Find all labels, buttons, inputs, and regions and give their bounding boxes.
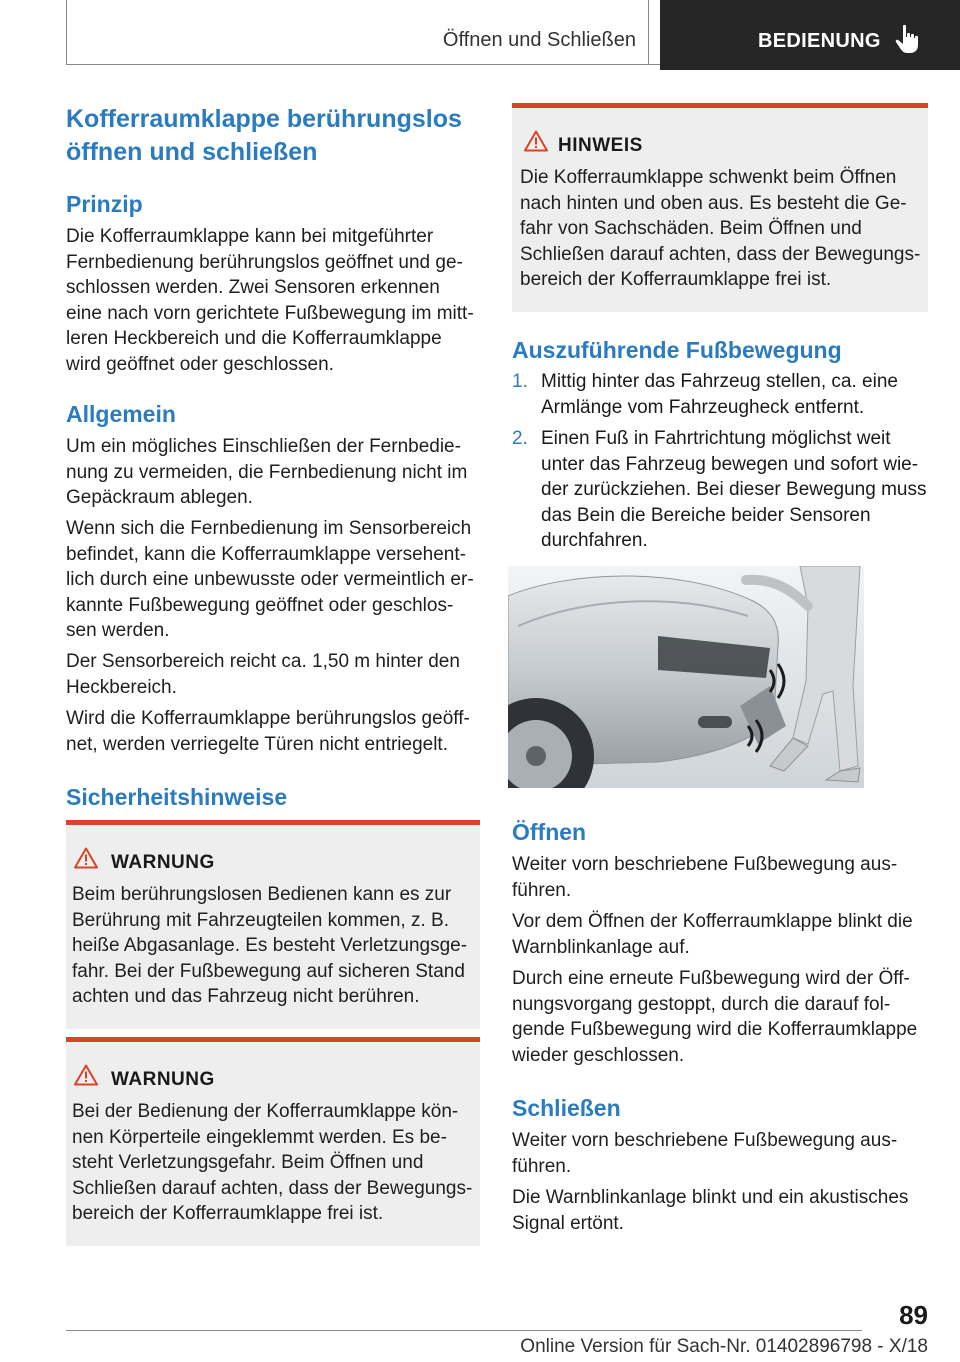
illustration-kick-sensor bbox=[508, 566, 864, 788]
paragraph-schliessen-2 bbox=[512, 1185, 928, 1236]
notice-title: HINWEIS bbox=[558, 135, 643, 156]
warning-text bbox=[72, 1099, 476, 1227]
paragraph-allgemein-3 bbox=[66, 649, 480, 700]
paragraph-allgemein-1 bbox=[66, 434, 480, 511]
warning-triangle-icon bbox=[524, 130, 548, 152]
text-line: Warnblinkanlage auf. bbox=[512, 936, 690, 958]
text-line: Weiter vorn beschriebene Fußbewegung aus- bbox=[512, 1130, 898, 1151]
text-line: gende Fußbewegung wird die Kofferraumklappe bbox=[512, 1019, 918, 1040]
text-line: Berührung mit Fahrzeugteilen kommen, z. B. bbox=[72, 909, 450, 931]
heading-oeffnen: Öffnen bbox=[512, 819, 587, 845]
warning-triangle-icon bbox=[74, 1064, 98, 1086]
text-line: Signal ertönt. bbox=[512, 1212, 624, 1234]
text-line: Fernbedienung berührungslos geöffnet und ge- bbox=[66, 251, 463, 273]
text-line: nungsvorgang gestoppt, durch die darauf fol- bbox=[512, 993, 891, 1015]
step-text bbox=[541, 369, 931, 420]
text-line: Durch eine erneute Fußbewegung wird der Öff- bbox=[512, 968, 910, 989]
text-line: net, werden verriegelte Türen nicht entriegelt. bbox=[66, 733, 448, 755]
step-number: 1. bbox=[512, 371, 528, 392]
text-line: nung zu vermeiden, die Fernbedienung nicht im bbox=[66, 461, 468, 483]
text-line: fahr von Sachschäden. Beim Öffnen und bbox=[520, 218, 862, 239]
header-underline bbox=[66, 64, 660, 65]
warning-box-2 bbox=[66, 1037, 480, 1246]
text-line: Die Kofferraumklappe kann bei mitgeführter bbox=[66, 226, 434, 247]
text-line: Die Warnblinkanlage blinkt und ein akustisches bbox=[512, 1187, 909, 1208]
header-chapter-tab[interactable] bbox=[660, 0, 960, 70]
text-line: Beim berührungslosen Bedienen kann es zur bbox=[72, 884, 452, 905]
warning-title: WARNUNG bbox=[111, 1069, 215, 1090]
footer-divider bbox=[66, 1330, 862, 1331]
heading-fussbewegung: Auszuführende Fußbewegung bbox=[512, 337, 842, 363]
paragraph-allgemein-2 bbox=[66, 516, 480, 644]
paragraph-prinzip bbox=[66, 224, 480, 377]
pointing-hand-icon bbox=[894, 24, 920, 54]
car-rear-foot-illustration bbox=[508, 566, 864, 788]
text-line: Bei der Bedienung der Kofferraumklappe kön- bbox=[72, 1101, 459, 1122]
text-line: heiße Abgasanlage. Es besteht Verletzungsge- bbox=[72, 935, 468, 956]
header-section-title: Öffnen und Schließen bbox=[442, 29, 636, 51]
text-line: achten und das Fahrzeug nicht berühren. bbox=[72, 986, 420, 1007]
text-line: bereich der Kofferraumklappe frei ist. bbox=[72, 1203, 384, 1224]
text-line: das Bein die Bereiche beider Sensoren bbox=[541, 504, 871, 526]
text-line: Weiter vorn beschriebene Fußbewegung aus- bbox=[512, 854, 898, 875]
text-line: kannte Fußbewegung geöffnet oder geschlos- bbox=[66, 594, 454, 616]
warning-box-1 bbox=[66, 820, 480, 1029]
notice-text bbox=[520, 165, 924, 293]
warning-text bbox=[72, 882, 476, 1010]
text-line: Vor dem Öffnen der Kofferraumklappe blinkt die bbox=[512, 911, 913, 932]
text-line: Schließen darauf achten, dass der Bewegungs- bbox=[520, 243, 921, 265]
page-number: 89 bbox=[899, 1300, 928, 1330]
text-line: unter das Fahrzeug bewegen und sofort wie- bbox=[541, 453, 919, 475]
text-line: Mittig hinter das Fahrzeug stellen, ca. eine bbox=[541, 371, 898, 392]
heading-prinzip: Prinzip bbox=[66, 191, 143, 217]
text-line: Armlänge vom Fahrzeugheck entfernt. bbox=[541, 396, 865, 418]
warning-triangle-icon bbox=[74, 847, 98, 869]
footer-online-version: Online Version für Sach-Nr. 01402896798 - X/18 bbox=[520, 1336, 928, 1357]
text-line: Wenn sich die Fernbedienung im Sensorbereich bbox=[66, 518, 472, 539]
text-line: wieder geschlossen. bbox=[512, 1044, 685, 1066]
text-line: der zurückziehen. Bei dieser Bewegung muss bbox=[541, 479, 927, 500]
text-line: Wird die Kofferraumklappe berührungslos geöff- bbox=[66, 708, 470, 729]
warning-title: WARNUNG bbox=[111, 852, 215, 873]
text-line: Der Sensorbereich reicht ca. 1,50 m hinter den bbox=[66, 651, 460, 672]
heading-sicherheitshinweise: Sicherheitshinweise bbox=[66, 784, 288, 810]
text-line: eine nach vorn gerichtete Fußbewegung im mitt- bbox=[66, 302, 474, 324]
text-line: Um ein mögliches Einschließen der Fernbedie- bbox=[66, 436, 461, 457]
page-title-line2: öffnen und schließen bbox=[66, 138, 318, 166]
text-line: leren Heckbereich und die Kofferraumklappe bbox=[66, 328, 442, 349]
header-divider-mid bbox=[648, 0, 649, 65]
text-line: Heckbereich. bbox=[66, 676, 177, 698]
notice-box-hinweis bbox=[512, 103, 928, 312]
text-line: wird geöffnet oder geschlossen. bbox=[66, 353, 334, 375]
text-line: Schließen darauf achten, dass der Bewegungs- bbox=[72, 1177, 473, 1199]
header-divider-left bbox=[66, 0, 67, 65]
text-line: befindet, kann die Kofferraumklappe versehent- bbox=[66, 543, 466, 565]
paragraph-oeffnen-2 bbox=[512, 909, 928, 960]
text-line: nen Körperteile eingeklemmt werden. Es be- bbox=[72, 1126, 447, 1148]
text-line: nach hinten und oben aus. Es besteht die Ge- bbox=[520, 192, 907, 214]
paragraph-allgemein-4 bbox=[66, 706, 480, 757]
text-line: Einen Fuß in Fahrtrichtung möglichst weit bbox=[541, 428, 891, 449]
text-line: führen. bbox=[512, 1155, 572, 1177]
header-chapter-label: BEDIENUNG bbox=[758, 30, 881, 52]
paragraph-oeffnen-1 bbox=[512, 852, 928, 903]
step-text bbox=[541, 426, 931, 554]
page-title-line1: Kofferraumklappe berührungslos bbox=[66, 105, 462, 133]
text-line: bereich der Kofferraumklappe frei ist. bbox=[520, 269, 832, 290]
heading-allgemein: Allgemein bbox=[66, 401, 176, 427]
text-line: durchfahren. bbox=[541, 530, 648, 551]
paragraph-oeffnen-3 bbox=[512, 966, 928, 1068]
text-line: führen. bbox=[512, 879, 572, 901]
text-line: schlossen werden. Zwei Sensoren erkennen bbox=[66, 277, 440, 298]
text-line: sen werden. bbox=[66, 620, 170, 641]
paragraph-schliessen-1 bbox=[512, 1128, 928, 1179]
text-line: Gepäckraum ablegen. bbox=[66, 487, 253, 508]
text-line: steht Verletzungsgefahr. Beim Öffnen und bbox=[72, 1152, 424, 1173]
text-line: lich durch eine unbewusste oder vermeintlich er- bbox=[66, 569, 474, 590]
text-line: Die Kofferraumklappe schwenkt beim Öffnen bbox=[520, 167, 897, 188]
text-line: fahr. Bei der Fußbewegung auf sicheren Stand bbox=[72, 960, 465, 982]
step-number: 2. bbox=[512, 428, 528, 449]
heading-schliessen: Schließen bbox=[512, 1095, 621, 1121]
